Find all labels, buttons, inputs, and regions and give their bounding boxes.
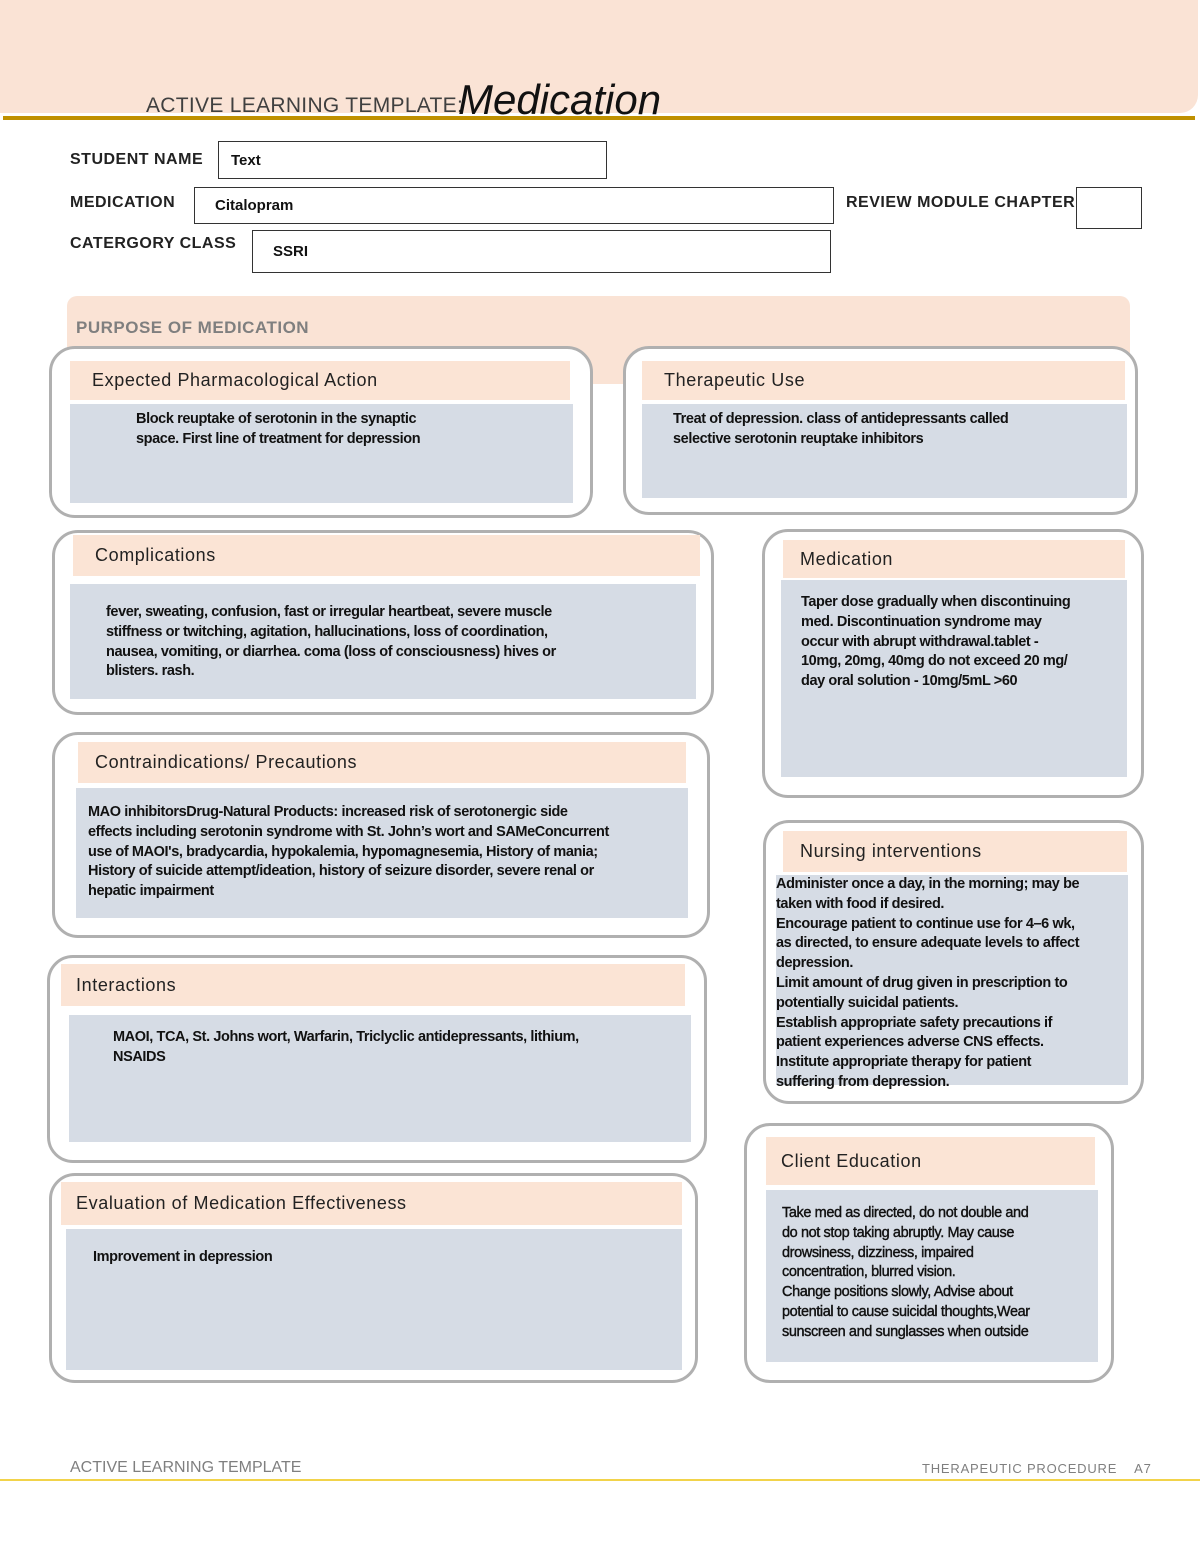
nursing-content[interactable]: Administer once a day, in the morning; may be taken with food if desired. Encourage patient to continue use for 4–6 wk, as directed, to ensure adequate levels to affect depression. Limit amount of drug given in prescription to potentially suicidal patients. Establish appropriate safety precautions if patient experiences adverse CNS effects. Institute appropriate therapy for patient suffering from depression. [776,875,1128,1085]
medication-label: MEDICATION [70,194,176,211]
contraindications-header: Contraindications/ Precautions [78,742,686,783]
client-education-header: Client Education [766,1137,1095,1185]
footer-right-text: THERAPEUTIC PROCEDURE A7 [922,1461,1152,1476]
category-label: CATERGORY CLASS [70,235,237,252]
category-field[interactable]: SSRI [252,230,831,273]
pharm-action-content[interactable]: Block reuptake of serotonin in the synaptic space. First line of treatment for depression [70,404,573,503]
footer-divider [0,1479,1200,1481]
medication-field[interactable]: Citalopram [194,187,834,224]
purpose-label: PURPOSE OF MEDICATION [76,318,310,337]
student-name-field[interactable]: Text [218,141,607,179]
template-label: ACTIVE LEARNING TEMPLATE: [146,94,464,117]
medication-content[interactable]: Taper dose gradually when discontinuing med. Discontinuation syndrome may occur with abrupt withdrawal.tablet - 10mg, 20mg, 40mg do not exceed 20 mg/ day oral solution - 10mg/5mL >60 [781,580,1127,777]
therapeutic-use-header: Therapeutic Use [642,361,1125,400]
contraindications-content[interactable]: MAO inhibitorsDrug-Natural Products: increased risk of serotonergic side effects including serotonin syndrome with St. John’s wort and SAMeConcurrent use of MAOI's, bradycardia, hypokalemia, hypomagnesemia, History of mania; History of suicide attempt/ideation, history of seizure disorder, severe renal or hepatic impairment [76,788,688,918]
template-title: Medication [458,76,662,123]
evaluation-header: Evaluation of Medication Effectiveness [61,1182,682,1225]
evaluation-content[interactable]: Improvement in depression [66,1229,682,1370]
client-education-content[interactable]: Take med as directed, do not double and do not stop taking abruptly. May cause drowsiness, dizziness, impaired concentration, blurred vision. Change positions slowly, Advise about potential to cause suicidal thoughts,Wear sunscreen and sunglasses when outside [766,1190,1098,1362]
footer-left-text: ACTIVE LEARNING TEMPLATE [70,1459,302,1476]
complications-header: Complications [73,535,700,576]
medication-header: Medication [783,540,1125,578]
interactions-header: Interactions [61,964,685,1006]
pharm-action-header: Expected Pharmacological Action [70,361,570,400]
therapeutic-use-content[interactable]: Treat of depression. class of antidepressants called selective serotonin reuptake inhibitors [642,404,1127,498]
nursing-header: Nursing interventions [783,831,1127,872]
review-module-field[interactable] [1076,187,1142,229]
student-name-label: STUDENT NAME [70,151,204,168]
complications-content[interactable]: fever, sweating, confusion, fast or irregular heartbeat, severe muscle stiffness or twitching, agitation, hallucinations, loss of coordination, nausea, vomiting, or diarrhea. coma (loss of consciousness) hives or blisters. rash. [70,584,696,699]
review-module-label: REVIEW MODULE CHAPTER [846,194,1076,211]
interactions-content[interactable]: MAOI, TCA, St. Johns wort, Warfarin, Triclyclic antidepressants, lithium, NSAIDS [69,1015,691,1142]
